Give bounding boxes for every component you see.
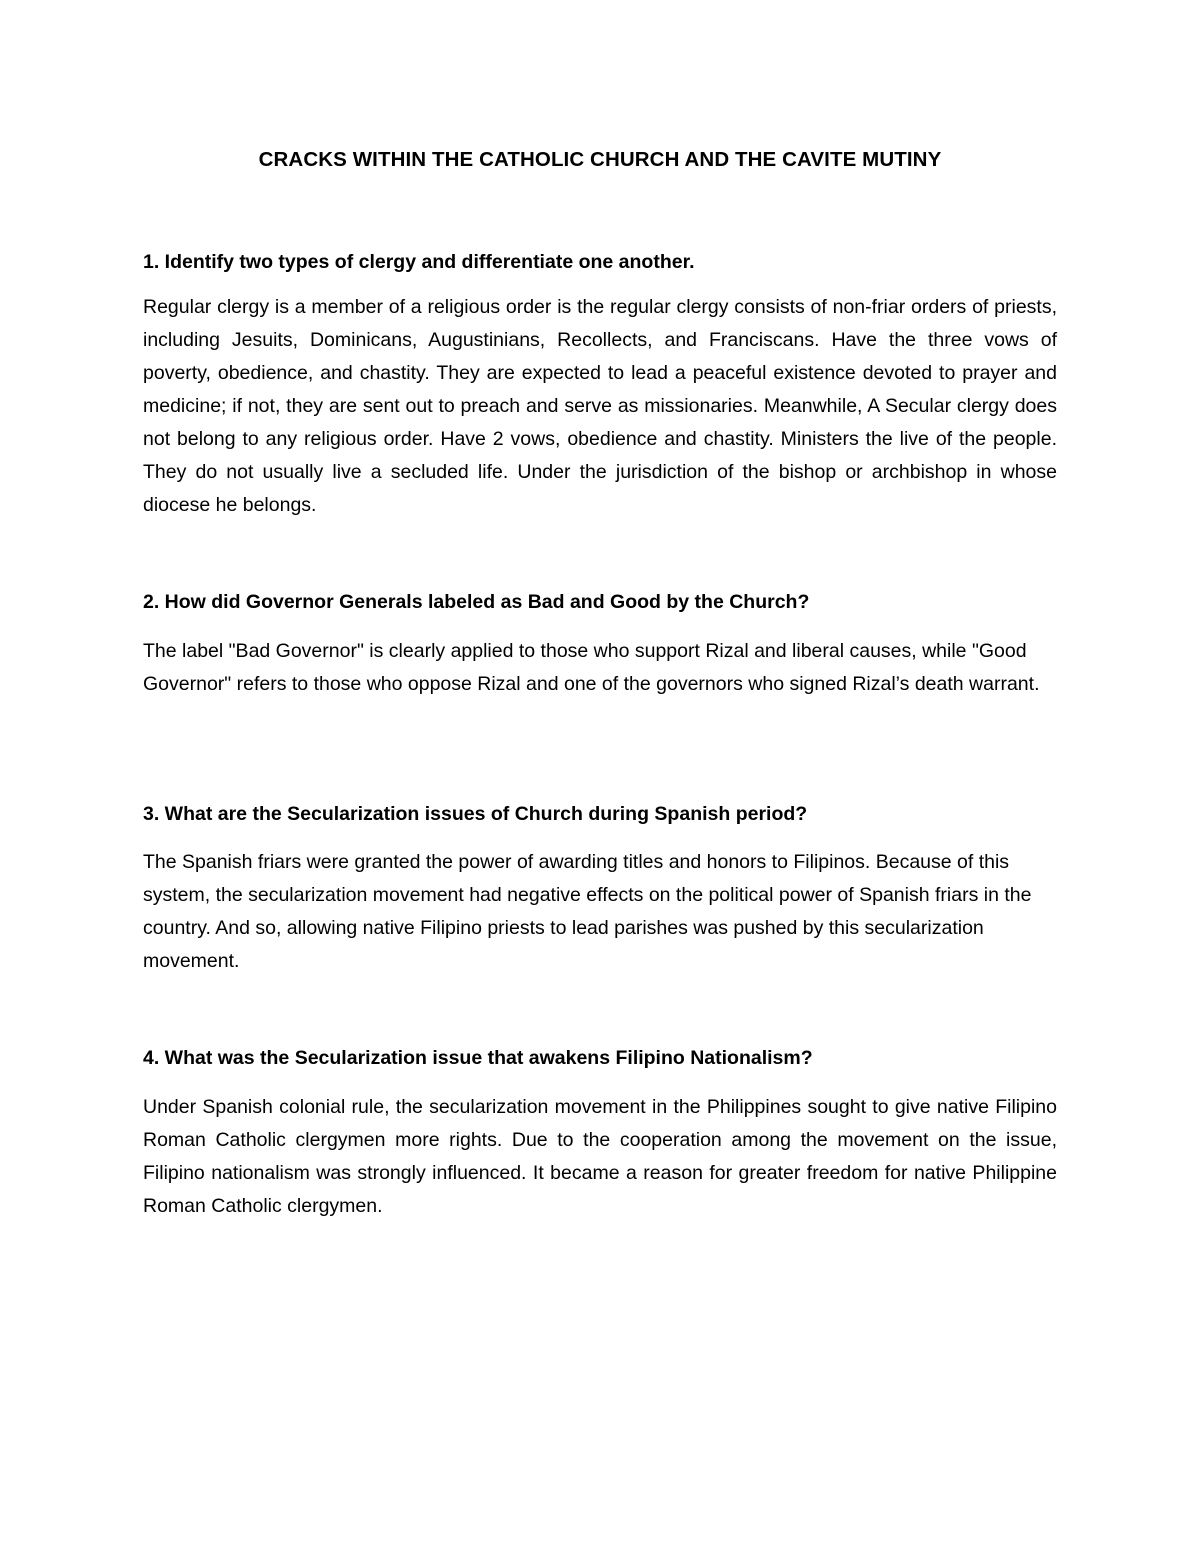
question-2: 2. How did Governor Generals labeled as Bad and Good by the Church? — [143, 591, 810, 613]
answer-2: The label "Bad Governor" is clearly applied to those who support Rizal and liberal causes, while "Good Governor" refers to those who oppose Rizal and one of the governors who signed Rizal’s death warrant. — [143, 640, 1040, 695]
document-title: CRACKS WITHIN THE CATHOLIC CHURCH AND THE CAVITE MUTINY — [258, 148, 942, 171]
question-3: 3. What are the Secularization issues of Church during Spanish period? — [143, 803, 808, 825]
question-4: 4. What was the Secularization issue that awakens Filipino Nationalism? — [143, 1047, 813, 1069]
answer-4: Under Spanish colonial rule, the secularization movement in the Philippines sought to give native Filipino Roman Catholic clergymen more rights. Due to the cooperation among the movement on the issue, Filipino nationalism was strongly influenced. It became a reason for greater freedom for native Philippine Roman Catholic clergymen. — [143, 1096, 1057, 1217]
answer-1: Regular clergy is a member of a religious order is the regular clergy consists of non-friar orders of priests, including Jesuits, Dominicans, Augustinians, Recollects, and Franciscans. Have the three vows of poverty, obedience, and chastity. They are expected to lead a peaceful existence devoted to prayer and medicine; if not, they are sent out to preach and serve as missionaries. Meanwhile, A Secular clergy does not belong to any religious order. Have 2 vows, obedience and chastity. Ministers the live of the people. They do not usually live a secluded life. Under the jurisdiction of the bishop or archbishop in whose diocese he belongs. — [143, 296, 1057, 516]
answer-3: The Spanish friars were granted the power of awarding titles and honors to Filipinos. Because of this system, the secularization movement had negative effects on the political power of Spanish friars in the country. And so, allowing native Filipino priests to lead parishes was pushed by this secularization movement. — [143, 851, 1032, 972]
question-1: 1. Identify two types of clergy and differentiate one another. — [143, 251, 695, 273]
